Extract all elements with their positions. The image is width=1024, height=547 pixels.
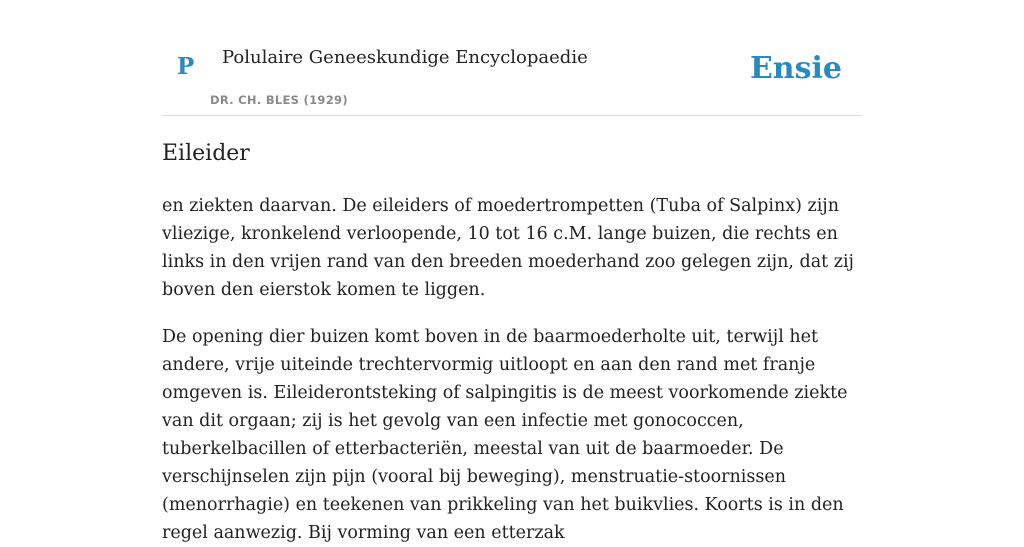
article-paragraph: De opening dier buizen komt boven in de baarmoederholte uit, terwijl het andere, vrije uiteinde trechtervormig uitloopt en aan den rand met franje omgeven is. Eileiderontsteking of salpingitis is de meest voorkomende ziekte van dit orgaan; zij is het gevolg van een infectie met gonococcen, tuberkelbacillen of etterbacteriën, meestal van uit de baarmoeder. De verschijnselen zijn pijn (vooral bij beweging), menstruatie-stoornissen (menorrhagie) en teekenen van prikkeling van het buikvlies. Koorts is in den regel aanwezig. Bij vorming van een etterzak [162,326,848,543]
article-paragraph: en ziekten daarvan. De eileiders of moedertrompetten (Tuba of Salpinx) zijn vliezige, kronkelend verloopende, 10 tot 16 c.M. lange buizen, die rechts en links in den vrijen rand van den breeden moederhand zoo gelegen zijn, dat zij boven den eierstok komen te liggen. [162,195,854,300]
site-header [162,0,862,116]
publication-author: DR. CH. BLES (1929) [210,93,348,107]
article [162,138,862,547]
article-title: Eileider [162,141,250,166]
brand-logo-link[interactable]: Ensie [749,51,842,86]
publication-title[interactable]: Polulaire Geneeskundige Encyclopaedie [222,47,588,68]
publication-logo[interactable]: P [177,53,195,80]
